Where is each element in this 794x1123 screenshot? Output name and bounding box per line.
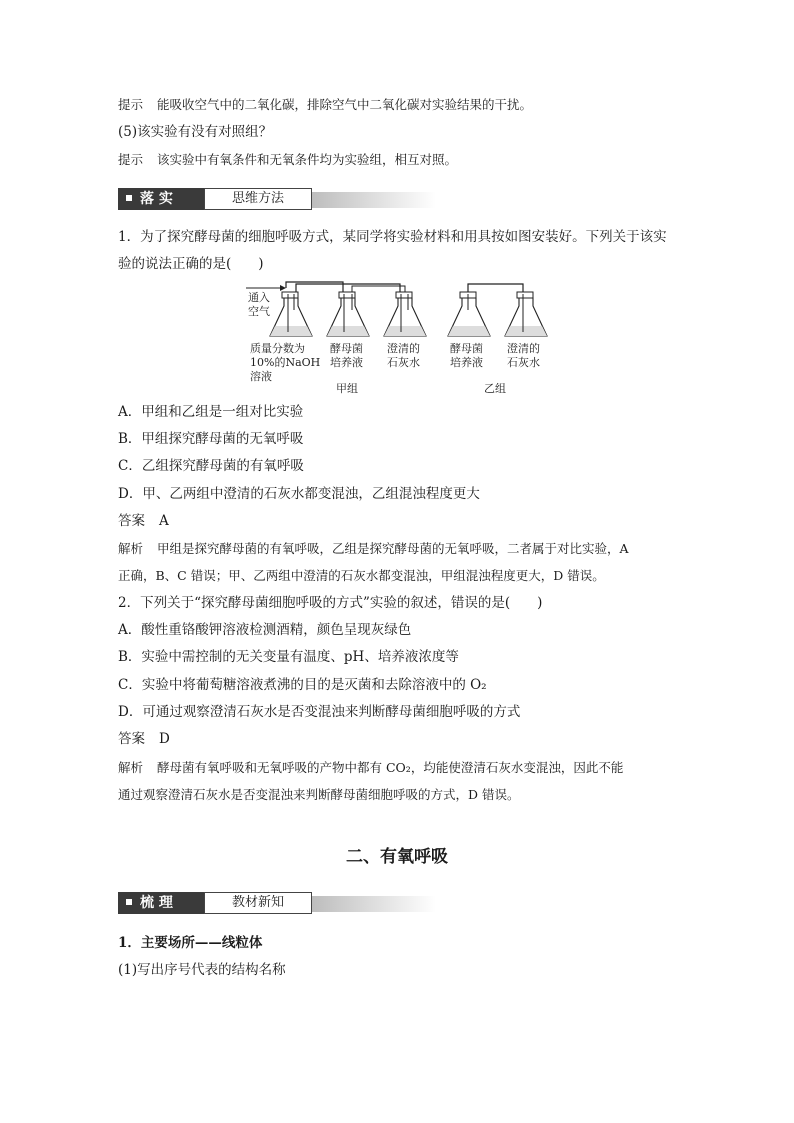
q1-option-d: D．甲、乙两组中澄清的石灰水都变混浊，乙组混浊程度更大 xyxy=(118,486,480,502)
banner-dark-tab: 落 实 xyxy=(118,188,204,210)
q2-option-a: A．酸性重铬酸钾溶液检测酒精，颜色呈现灰绿色 xyxy=(118,622,412,638)
answer-label: 答案 xyxy=(118,731,145,747)
inlet-label-2: 空气 xyxy=(248,305,270,318)
analysis-label: 解析 xyxy=(118,760,144,775)
label-yeast-b-1: 酵母菌 xyxy=(450,342,483,355)
section-heading: 二、有氧呼吸 xyxy=(346,847,448,867)
point-1-sub: (1)写出序号代表的结构名称 xyxy=(118,962,286,978)
hint-text: 能吸收空气中的二氧化碳，排除空气中二氧化碳对实验结果的干扰。 xyxy=(157,97,533,112)
banner-gradient xyxy=(312,896,436,912)
flask-limewater-b xyxy=(505,292,547,336)
label-lime-b-1: 澄清的 xyxy=(507,342,540,355)
section-banner-shuli xyxy=(118,892,436,914)
group-b-label: 乙组 xyxy=(484,382,506,395)
q2-option-c: C．实验中将葡萄糖溶液煮沸的目的是灭菌和去除溶液中的 O₂ xyxy=(118,677,487,693)
q1-stem-line1: 1．为了探究酵母菌的细胞呼吸方式，某同学将实验材料和用具按如图安装好。下列关于该实 xyxy=(118,229,667,245)
banner-light-tab: 教材新知 xyxy=(204,892,312,914)
analysis-text: 酵母菌有氧呼吸和无氧呼吸的产物中都有 CO₂，均能使澄清石灰水变混浊，因此不能 xyxy=(157,760,624,775)
label-lime-a-2: 石灰水 xyxy=(387,356,420,369)
banner-dark-tab: 梳 理 xyxy=(118,892,204,914)
section-banner-luoshi xyxy=(118,188,436,210)
banner-gradient xyxy=(312,192,436,208)
label-naoh-3: 溶液 xyxy=(250,370,272,383)
q1-option-c: C．乙组探究酵母菌的有氧呼吸 xyxy=(118,458,304,474)
q1-option-b: B．甲组探究酵母菌的无氧呼吸 xyxy=(118,431,304,447)
label-lime-b-2: 石灰水 xyxy=(507,356,540,369)
flask-yeast-a xyxy=(327,292,369,336)
inlet-label-1: 通入 xyxy=(248,291,270,304)
point-1: 1．主要场所——线粒体 xyxy=(118,935,263,951)
flask-yeast-b xyxy=(448,292,490,336)
q1-option-a: A．甲组和乙组是一组对比实验 xyxy=(118,404,304,420)
hint-label: 提示 xyxy=(118,97,144,112)
flask-limewater-a xyxy=(384,292,426,336)
q1-stem-line2: 验的说法正确的是( ) xyxy=(118,256,264,272)
banner-light-tab: 思维方法 xyxy=(204,188,312,210)
label-lime-a-1: 澄清的 xyxy=(387,342,420,355)
flask-naoh xyxy=(270,292,312,336)
q1-analysis-line1 xyxy=(118,540,629,558)
analysis-label: 解析 xyxy=(118,541,144,556)
label-naoh-1: 质量分数为 xyxy=(250,342,305,355)
hint-label: 提示 xyxy=(118,152,144,167)
experiment-apparatus-figure xyxy=(240,280,560,398)
label-yeast-a-1: 酵母菌 xyxy=(330,342,363,355)
label-yeast-a-2: 培养液 xyxy=(330,356,363,369)
label-naoh-2: 10%的NaOH xyxy=(250,356,321,369)
q1-answer xyxy=(118,512,169,530)
label-yeast-b-2: 培养液 xyxy=(450,356,483,369)
question-5: (5)该实验有没有对照组？ xyxy=(118,124,273,140)
analysis-text: 甲组是探究酵母菌的有氧呼吸，乙组是探究酵母菌的无氧呼吸，二者属于对比实验，A xyxy=(157,541,629,556)
group-a-label: 甲组 xyxy=(336,382,358,395)
hint-text: 该实验中有氧条件和无氧条件均为实验组，相互对照。 xyxy=(157,152,458,167)
q2-analysis-line1 xyxy=(118,759,623,777)
hint-line-2 xyxy=(118,151,457,169)
q2-option-d: D．可通过观察澄清石灰水是否变混浊来判断酵母菌细胞呼吸的方式 xyxy=(118,704,521,720)
answer-value: A xyxy=(159,513,169,529)
q2-answer xyxy=(118,730,170,748)
hint-line-1 xyxy=(118,96,532,114)
answer-value: D xyxy=(159,731,170,747)
answer-label: 答案 xyxy=(118,513,145,529)
q2-stem: 2．下列关于“探究酵母菌细胞呼吸的方式”实验的叙述，错误的是( ) xyxy=(118,595,543,611)
q1-analysis-line2: 正确，B、C 错误；甲、乙两组中澄清的石灰水都变混浊，甲组混浊程度更大，D 错误。 xyxy=(118,568,605,583)
q2-analysis-line2: 通过观察澄清石灰水是否变混浊来判断酵母菌细胞呼吸的方式，D 错误。 xyxy=(118,787,520,802)
q2-option-b: B．实验中需控制的无关变量有温度、pH、培养液浓度等 xyxy=(118,649,459,665)
